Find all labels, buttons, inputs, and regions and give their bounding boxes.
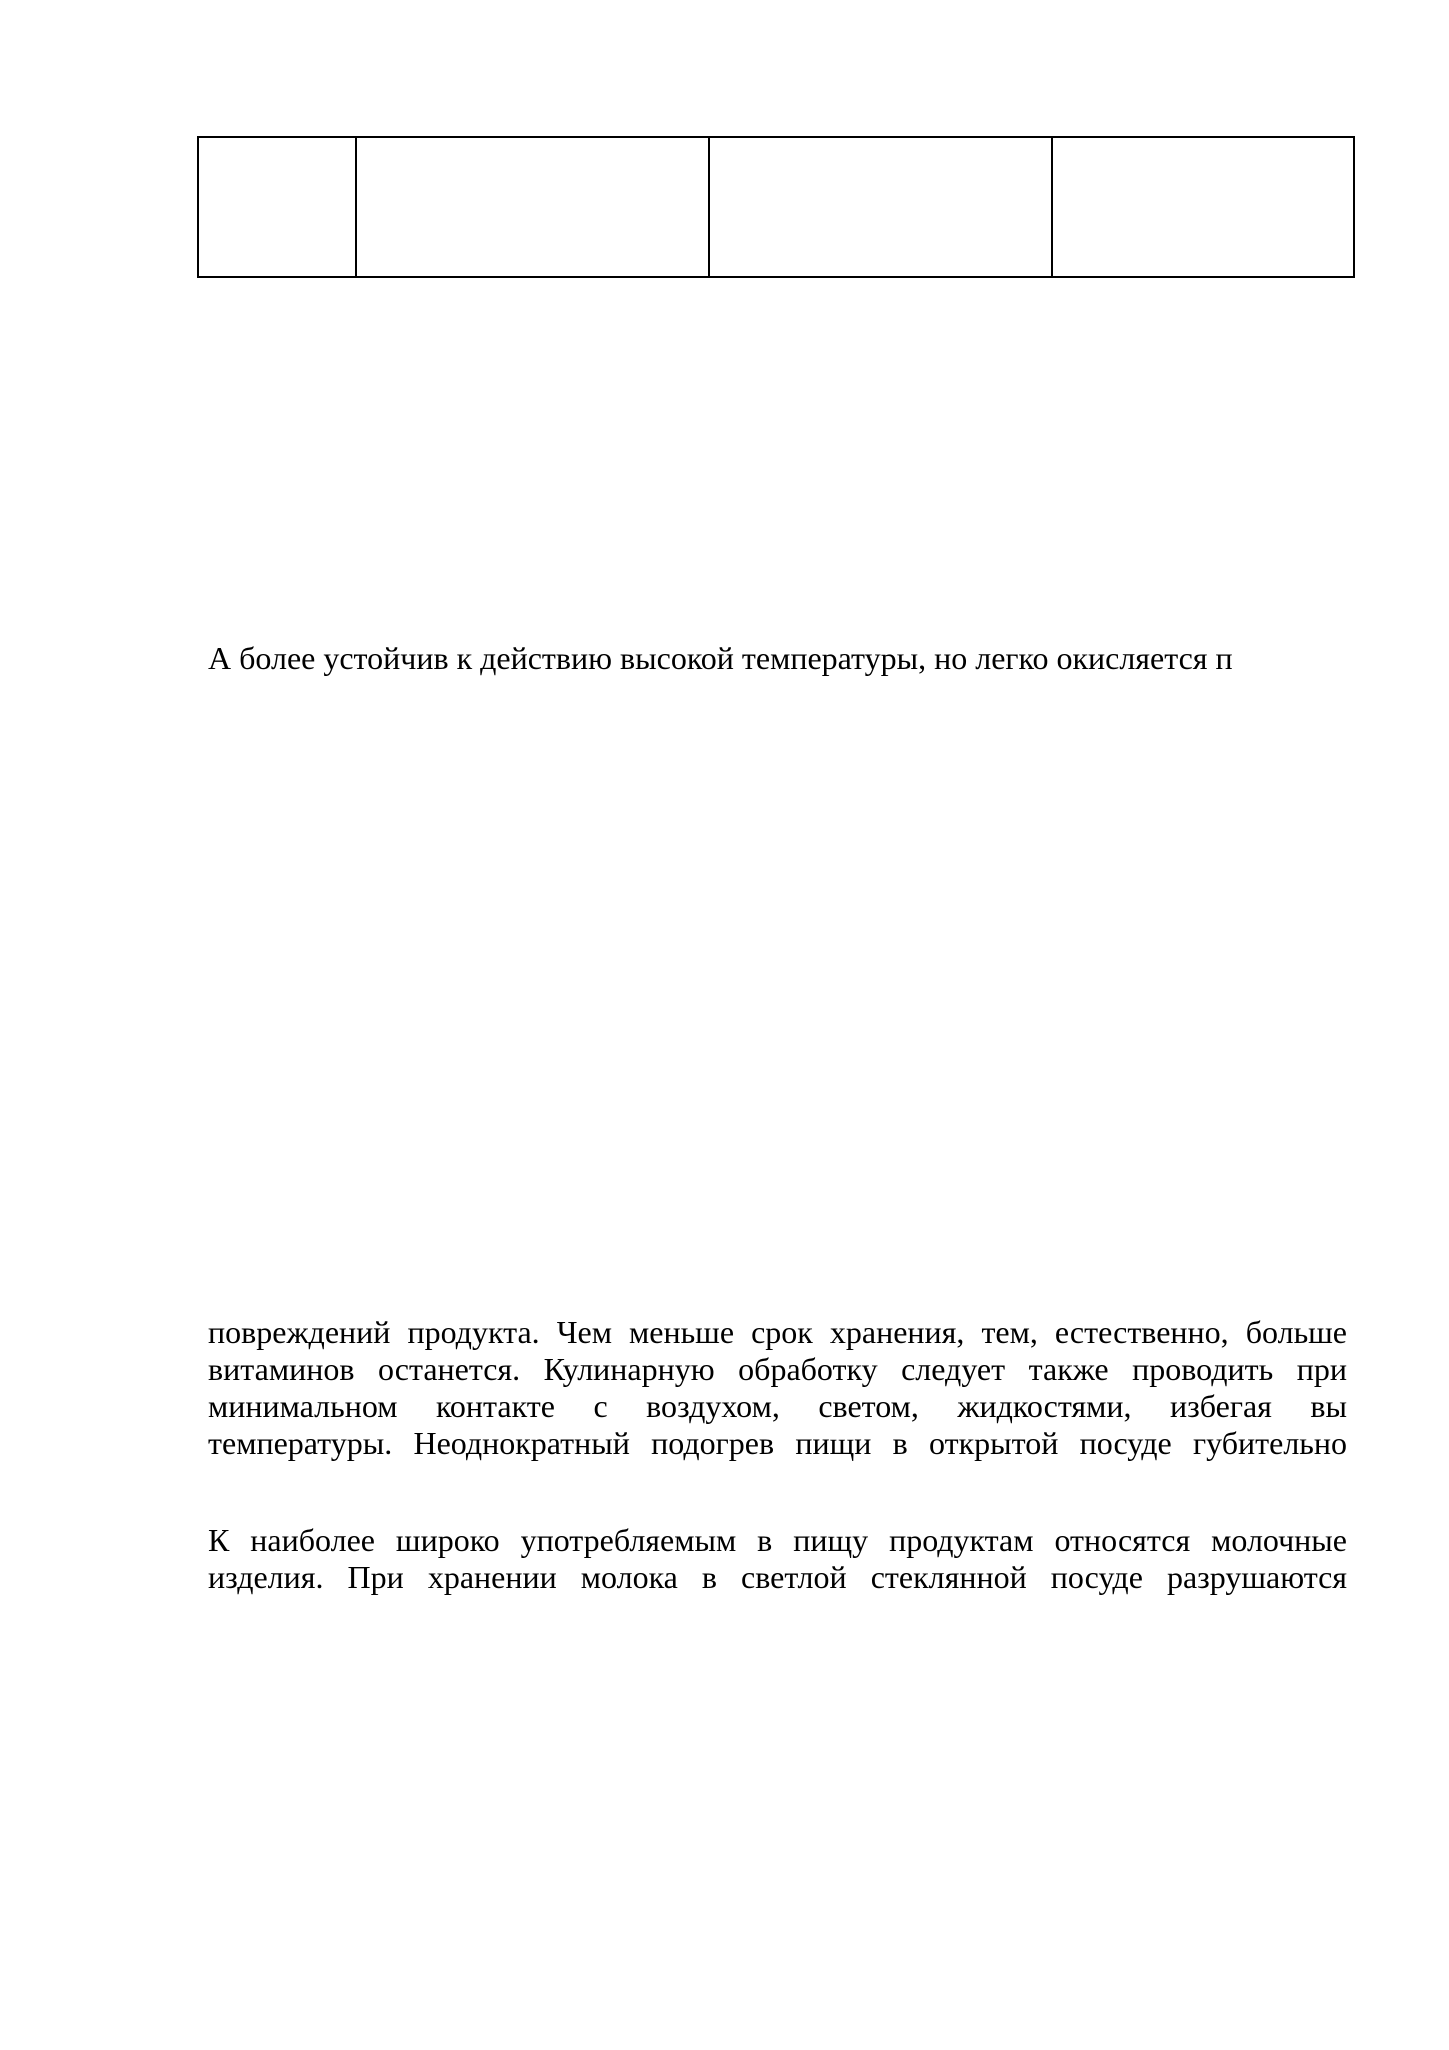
table-row [198,137,1354,277]
paragraph-line: минимальном контакте с воздухом, светом, жидкостями, избегая вы [208,1388,1347,1424]
empty-table [197,136,1355,278]
table-cell [709,137,1052,277]
paragraph-line: температуры. Неоднократный подогрев пищи в открытой посуде губительно [208,1425,1347,1461]
table-cell [1052,137,1354,277]
paragraph-line: К наиболее широко употребляемым в пищу продуктам относятся молочные [208,1522,1347,1558]
table-cell [356,137,709,277]
paragraph-line: изделия. При хранении молока в светлой стеклянной посуде разрушаются [208,1559,1347,1595]
paragraph-line: витаминов останется. Кулинарную обработку следует также проводить при [208,1351,1347,1387]
paragraph-line: повреждений продукта. Чем меньше срок хранения, тем, естественно, больше [208,1314,1347,1350]
table-cell [198,137,356,277]
text-line: А более устойчив к действию высокой температуры, но легко окисляется п [208,640,1233,676]
